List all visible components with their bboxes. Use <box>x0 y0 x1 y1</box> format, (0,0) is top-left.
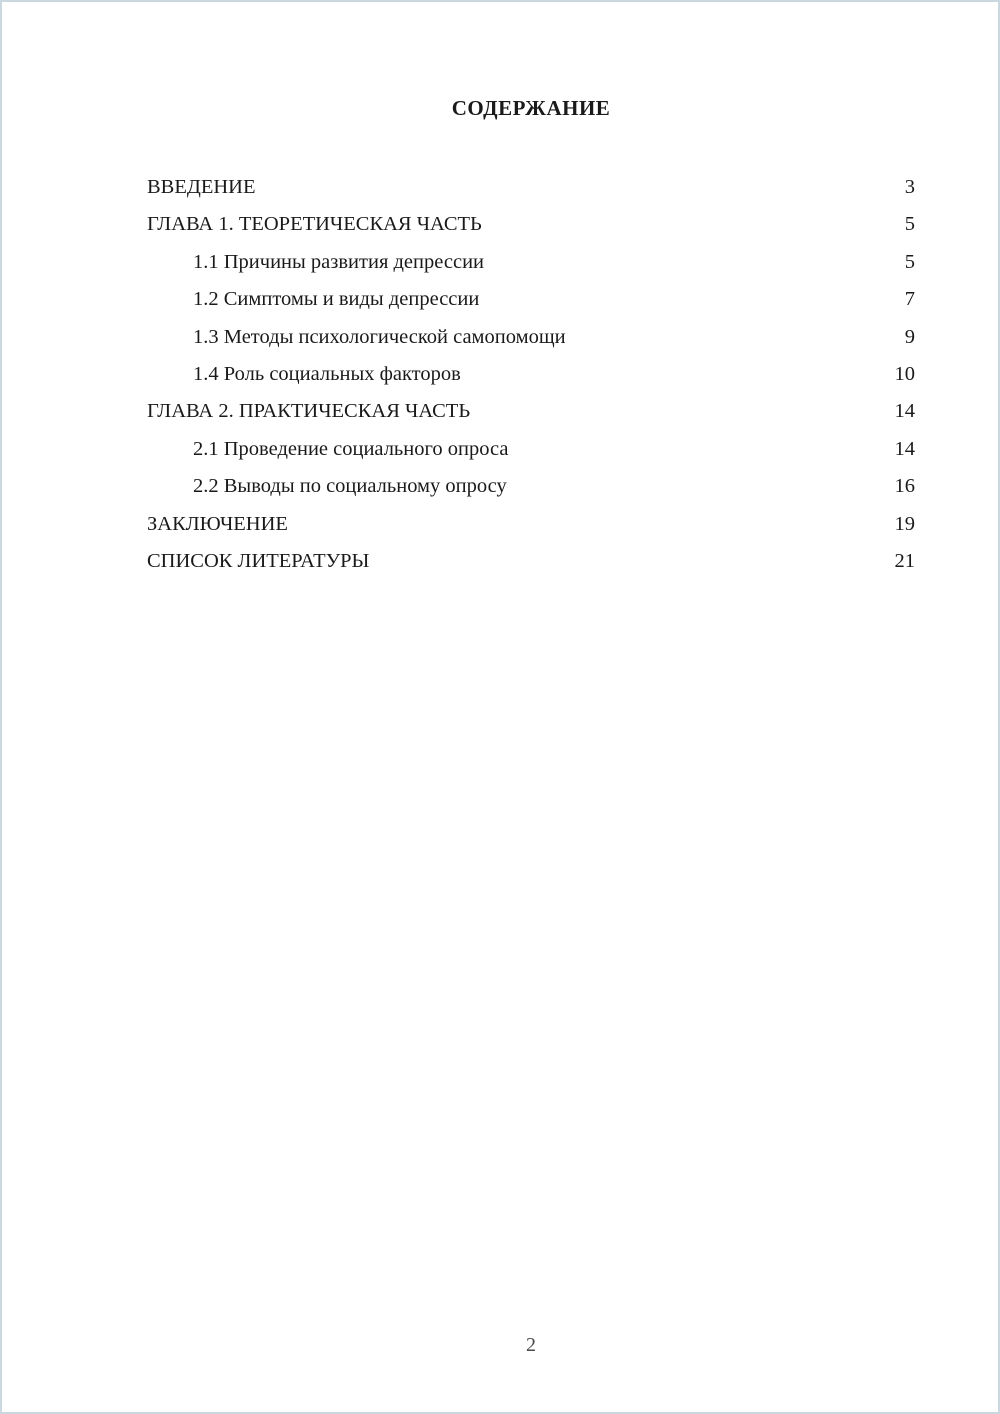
toc-entry-page: 10 <box>894 363 915 386</box>
toc-entry-label: ГЛАВА 1. ТЕОРЕТИЧЕСКАЯ ЧАСТЬ <box>147 213 482 236</box>
toc-row <box>147 206 915 243</box>
toc-entry-label: ВВЕДЕНИЕ <box>147 176 256 198</box>
toc-entry-label: 1.3 Методы психологической самопомощи <box>193 325 566 348</box>
toc-entry-page: 5 <box>904 250 915 273</box>
toc-row <box>147 393 915 430</box>
toc-row <box>147 506 915 543</box>
toc-entry-label: 1.4 Роль социальных факторов <box>193 363 461 386</box>
toc-entry-page: 7 <box>904 288 915 311</box>
toc-entry-label: 2.1 Проведение социального опроса <box>193 437 509 460</box>
toc-content <box>147 96 915 580</box>
toc-entry-label: ГЛАВА 2. ПРАКТИЧЕСКАЯ ЧАСТЬ <box>147 400 471 423</box>
toc-row <box>147 169 915 206</box>
toc-entry-page: 16 <box>894 475 915 498</box>
toc-entry-label: 2.2 Выводы по социальному опросу <box>193 475 507 498</box>
toc-row <box>147 431 915 468</box>
toc-entry-page: 14 <box>894 400 915 423</box>
toc-entry-page: 21 <box>894 550 915 573</box>
toc-entry-label: ЗАКЛЮЧЕНИЕ <box>147 512 288 535</box>
toc-entry-page: 14 <box>894 437 915 460</box>
toc-row <box>147 319 915 356</box>
page-number: 2 <box>526 1334 536 1356</box>
toc-row <box>147 543 915 580</box>
toc-list <box>147 169 915 580</box>
toc-entry-page: 3 <box>904 176 915 198</box>
toc-entry-page: 19 <box>894 512 915 535</box>
toc-entry-page: 5 <box>904 213 915 236</box>
toc-entry-label: 1.1 Причины развития депрессии <box>193 250 485 273</box>
toc-row <box>147 356 915 393</box>
toc-entry-label: 1.2 Симптомы и виды депрессии <box>193 288 480 311</box>
toc-entry-label: СПИСОК ЛИТЕРАТУРЫ <box>147 550 370 573</box>
toc-row <box>147 281 915 318</box>
toc-row <box>147 244 915 281</box>
toc-title: СОДЕРЖАНИЕ <box>451 96 611 120</box>
toc-row <box>147 468 915 505</box>
toc-entry-page: 9 <box>904 325 915 348</box>
